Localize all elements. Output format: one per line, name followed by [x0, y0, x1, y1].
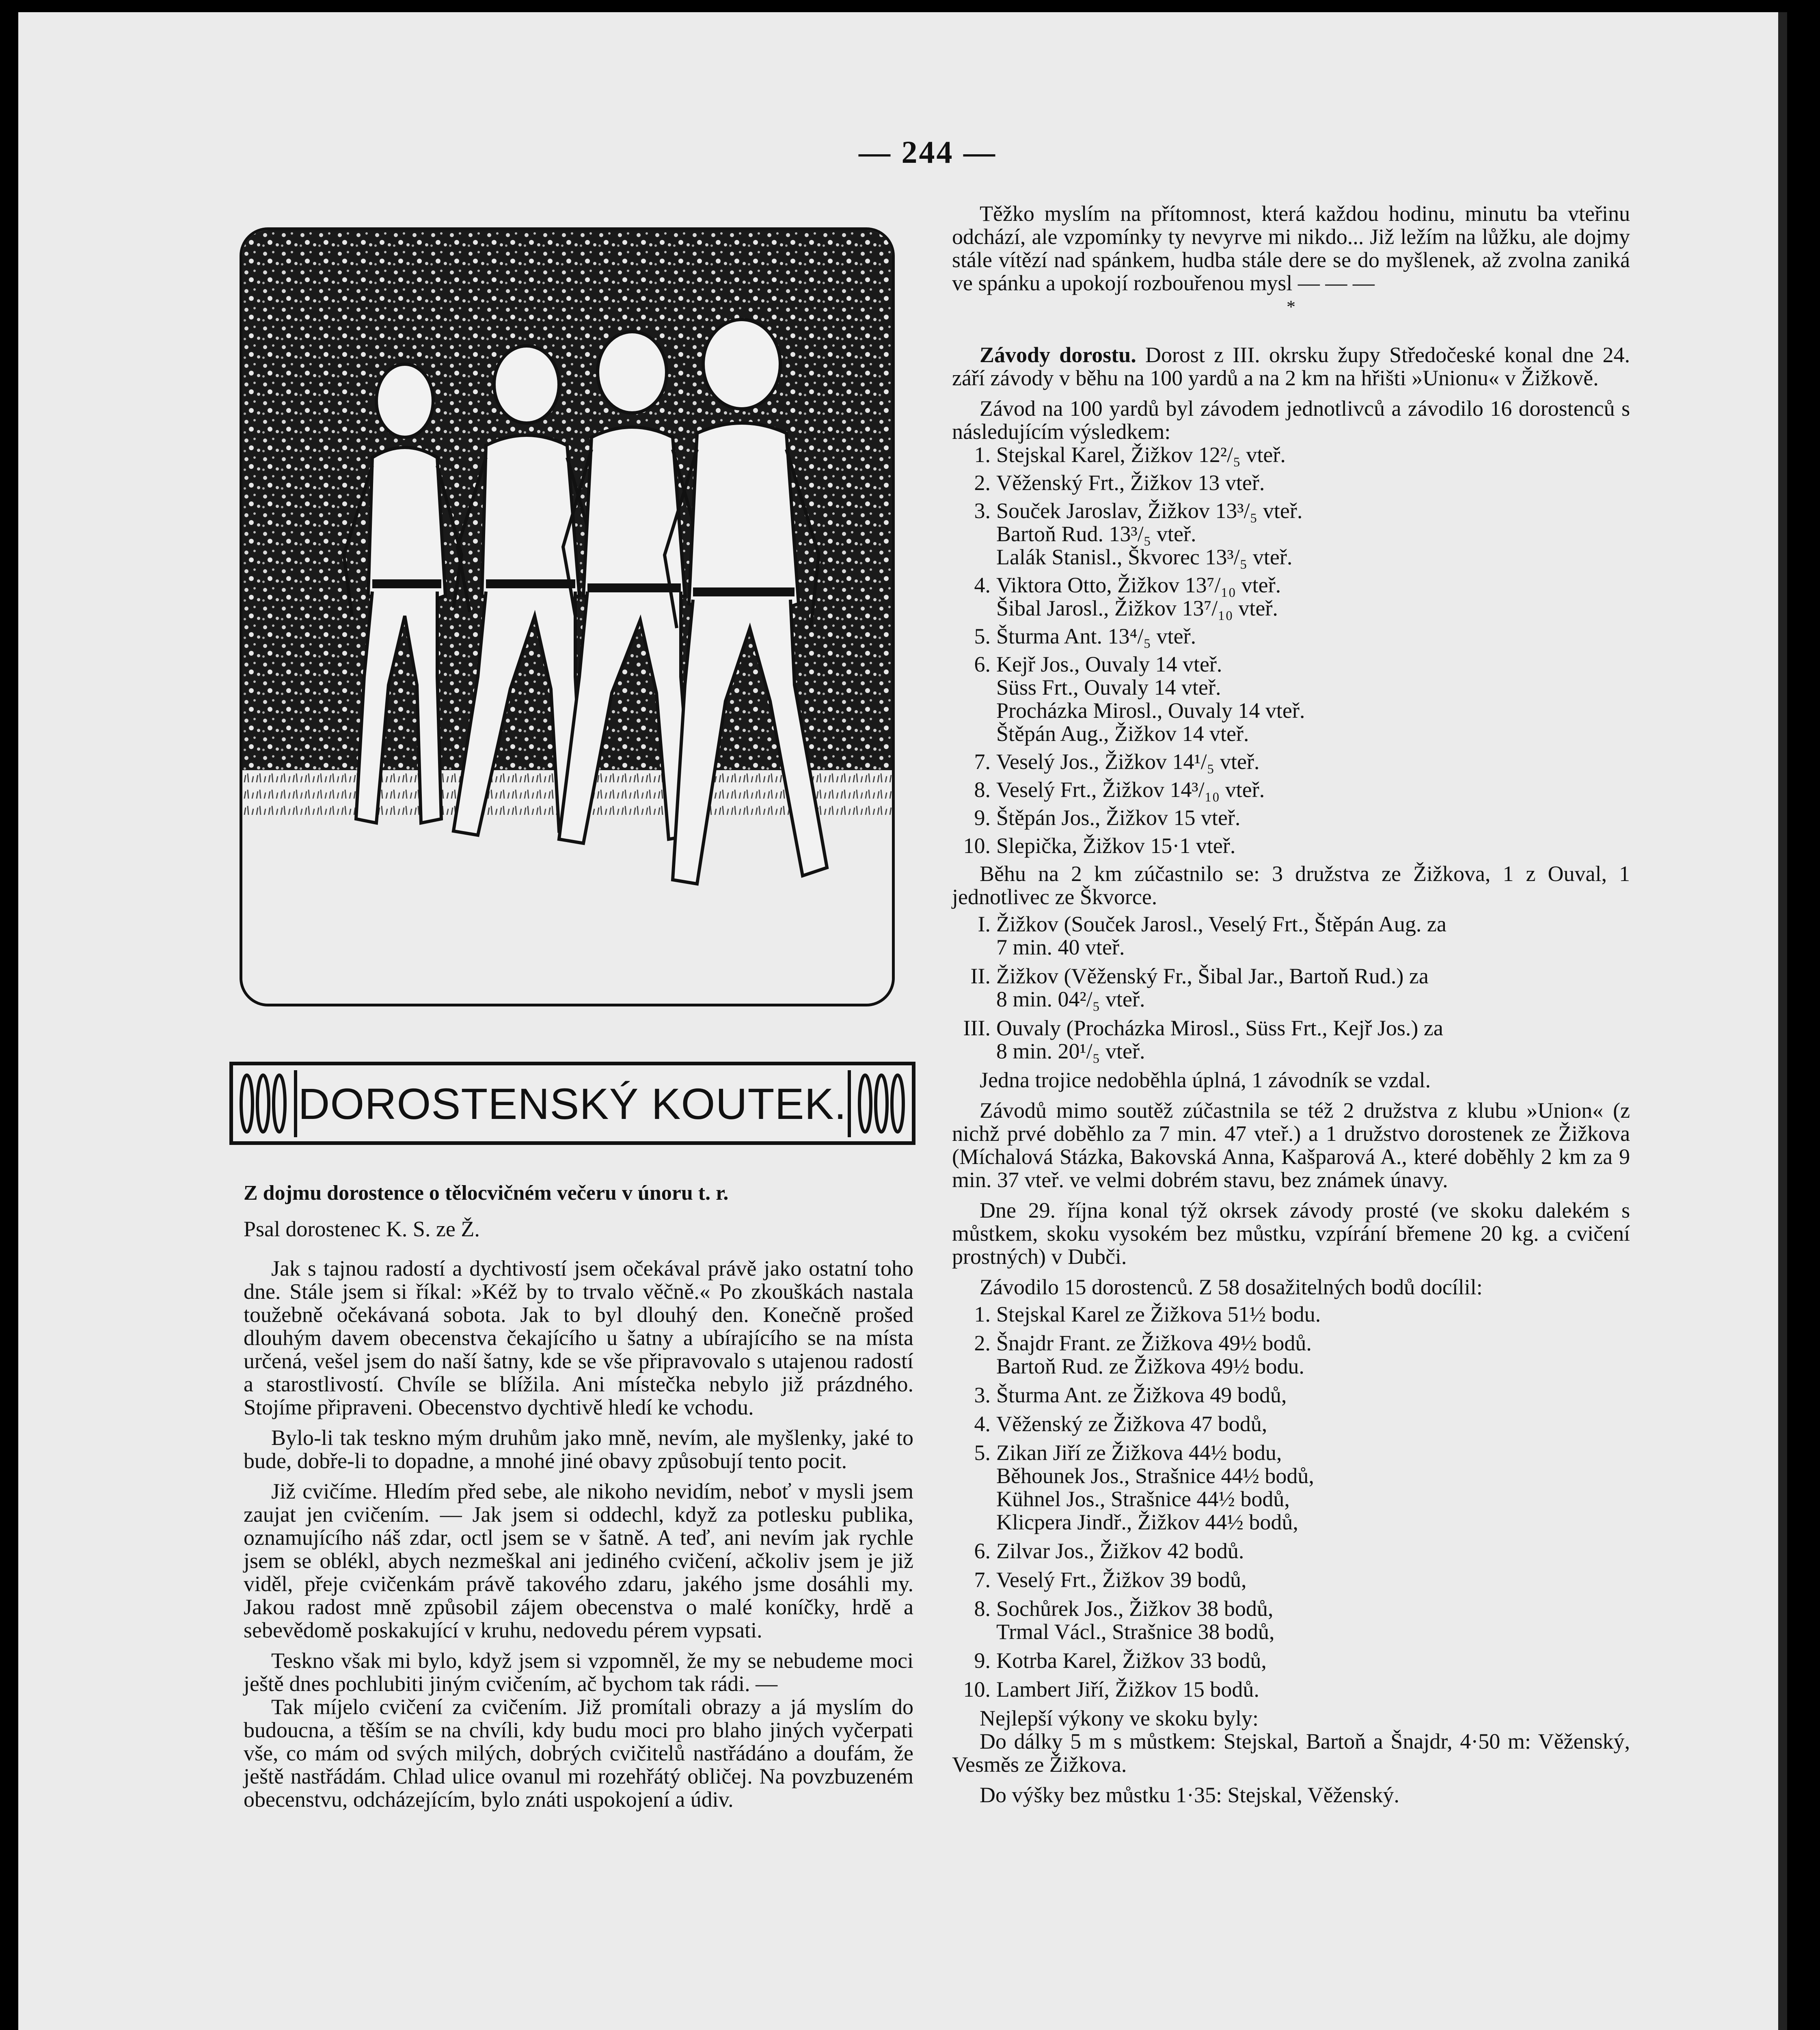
- result-line: Bartoň Rud. 13³/₅ vteř.: [996, 522, 1196, 546]
- result-line: Stejskal Karel, Žižkov 12²/₅ vteř.: [996, 443, 1286, 467]
- article-column: [244, 1181, 913, 1811]
- result-rank: III.: [963, 1016, 991, 1040]
- result-text: [996, 1678, 1630, 1701]
- result-rank: 2.: [974, 471, 991, 495]
- result-text: [996, 1568, 1630, 1592]
- result-text: [996, 1017, 1630, 1063]
- result-text: [996, 806, 1630, 829]
- result-item: [952, 806, 1630, 829]
- races-intro: [952, 343, 1630, 390]
- result-item: [952, 1412, 1630, 1436]
- result-line: Kejř Jos., Ouvaly 14 vteř.: [996, 652, 1222, 676]
- result-line: Süss Frt., Ouvaly 14 vteř.: [996, 675, 1221, 700]
- best-heading: Nejlepší výkony ve skoku byly:: [980, 1706, 1259, 1730]
- result-text: [996, 1649, 1630, 1672]
- result-line: Věženský ze Žižkova 47 bodů,: [996, 1412, 1267, 1436]
- ornament-left: [238, 1070, 289, 1137]
- sprint-intro: Závod na 100 yardů byl závodem jednotlivců a závodilo 16 dorostenců s následujícím výsledkem:: [952, 396, 1630, 444]
- result-line: Veselý Frt., Žižkov 14³/₁₀ vteř.: [996, 777, 1265, 802]
- best-high-jump: Do výšky bez můstku 1·35: Stejskal, Věženský.: [980, 1783, 1399, 1807]
- result-line: Šnajdr Frant. ze Žižkova 49½ bodů.: [996, 1331, 1312, 1355]
- races-heading: Závody dorostu.: [980, 343, 1136, 367]
- result-line: Sochůrek Jos., Žižkov 38 bodů,: [996, 1596, 1274, 1621]
- result-text: [996, 1303, 1630, 1326]
- result-rank: I.: [978, 912, 991, 936]
- result-line: Ouvaly (Procházka Mirosl., Süss Frt., Kejř Jos.) za: [996, 1016, 1443, 1040]
- separator-star: *: [1287, 297, 1295, 317]
- result-rank: 10.: [963, 1677, 991, 1702]
- article-paragraph-continued: Těžko myslím na přítomnost, která každou hodinu, minutu ba vteřinu odchází, ale vzpomínky ty nevyrve mi nikdo... Již ležím na lůžku, ale dojmy stále vítězí nad spánkem, hudba stále dere se do myšlenek, až zvolna zaniká ve spánku a upokojí rozbouřenou mysl — — —: [952, 201, 1630, 295]
- result-line: Veselý Frt., Žižkov 39 bodů,: [996, 1568, 1247, 1592]
- result-rank: 7.: [974, 749, 991, 774]
- result-text: [996, 471, 1630, 495]
- result-item: [952, 1384, 1630, 1407]
- result-item: [952, 1540, 1630, 1563]
- result-item: [952, 834, 1630, 857]
- result-item: [952, 625, 1630, 648]
- result-item: [952, 1597, 1630, 1643]
- result-text: [996, 574, 1630, 620]
- result-rank: 5.: [974, 624, 991, 648]
- result-item: [952, 471, 1630, 495]
- result-rank: 3.: [974, 499, 991, 523]
- result-rank: II.: [970, 964, 991, 988]
- result-line: Běhounek Jos., Strašnice 44½ bodů,: [996, 1464, 1314, 1488]
- october-results: [952, 1303, 1630, 1701]
- relay-note: Jedna trojice nedoběhla úplná, 1 závodník se vzdal.: [980, 1068, 1431, 1092]
- sprint-results: [952, 443, 1630, 857]
- result-item: [952, 1017, 1630, 1063]
- result-line: 8 min. 04²/₅ vteř.: [996, 987, 1145, 1011]
- result-item: [952, 750, 1630, 773]
- result-line: Šibal Jarosl., Žižkov 13⁷/₁₀ vteř.: [996, 596, 1278, 620]
- result-line: Lambert Jiří, Žižkov 15 bodů.: [996, 1677, 1259, 1702]
- result-rank: 10.: [963, 834, 991, 858]
- result-text: [996, 1384, 1630, 1407]
- result-item: [952, 1303, 1630, 1326]
- result-rank: 1.: [974, 1302, 991, 1326]
- article-subtitle: Z dojmu dorostence o tělocvičném večeru v únoru t. r.: [244, 1181, 729, 1205]
- result-item: [952, 965, 1630, 1011]
- result-item: [952, 443, 1630, 466]
- illustration-boys-walking: [240, 227, 895, 1006]
- result-line: Štěpán Jos., Žižkov 15 vteř.: [996, 806, 1241, 830]
- result-item: [952, 1649, 1630, 1672]
- result-text: [996, 653, 1630, 745]
- result-rank: 7.: [974, 1568, 991, 1592]
- article-paragraph: Tak míjelo cvičení za cvičením. Již promítali obrazy a já myslím do budoucna, a těším se na chvíli, kdy budu moci pro blaho jiných vyčerpati vše, co mám od svých milých, dobrých cvičitelů nastřádáno a doufám, že ještě nastřádám. Chlad ulice ovanul mi rozehřátý obličej. Na povzbuzeném obecenstvu, odcházejícím, bylo znáti uspokojení a údiv.: [244, 1695, 913, 1812]
- result-line: Kühnel Jos., Strašnice 44½ bodů,: [996, 1487, 1290, 1511]
- result-line: Procházka Mirosl., Ouvaly 14 vteř.: [996, 698, 1305, 723]
- relay-results: [952, 913, 1630, 1063]
- result-item: [952, 1332, 1630, 1378]
- october-subheading: Závodilo 15 dorostenců. Z 58 dosažitelných bodů docílil:: [980, 1275, 1483, 1299]
- result-text: [996, 1441, 1630, 1534]
- result-line: Šturma Ant. ze Žižkova 49 bodů,: [996, 1383, 1287, 1407]
- banner-title: DOROSTENSKÝ KOUTEK.: [294, 1070, 851, 1137]
- result-line: Zilvar Jos., Žižkov 42 bodů.: [996, 1539, 1244, 1563]
- result-line: Souček Jaroslav, Žižkov 13³/₅ vteř.: [996, 499, 1303, 523]
- races-intro-text: Dorost z III. okrsku župy Středočeské konal dne 24. září závody v běhu na 100 yardů a na 2 km na hřišti »Unionu« v Žižkově.: [952, 343, 1630, 390]
- results-column: [952, 202, 1630, 1807]
- result-item: [952, 499, 1630, 569]
- result-text: [996, 1332, 1630, 1378]
- result-rank: 1.: [974, 443, 991, 467]
- result-text: [996, 834, 1630, 857]
- october-intro: Dne 29. října konal týž okrsek závody prosté (ve skoku dalekém s můstkem, skoku vysokém bez můstku, vzpírání břemene 20 kg. a cvičení prostných) v Dubči.: [952, 1198, 1630, 1269]
- section-banner: [229, 1062, 915, 1145]
- result-text: [996, 913, 1630, 959]
- result-text: [996, 499, 1630, 569]
- result-line: Kotrba Karel, Žižkov 33 bodů,: [996, 1648, 1267, 1673]
- result-item: [952, 778, 1630, 801]
- result-item: [952, 653, 1630, 745]
- result-text: [996, 625, 1630, 648]
- result-item: [952, 574, 1630, 620]
- result-line: Žižkov (Souček Jarosl., Veselý Frt., Štěpán Aug. za: [996, 912, 1447, 936]
- result-rank: 4.: [974, 573, 991, 597]
- result-line: Zikan Jiří ze Žižkova 44½ bodu,: [996, 1440, 1282, 1465]
- article-paragraph: Již cvičíme. Hledím před sebe, ale nikoho nevidím, neboť v mysli jsem zaujat jen cvičením. — Jak jsem si oddechl, když za potlesku publika, oznamujícího náš zdar, octl jsem se v šatně. A teď, ani nevím jak rychle jsem se oblékl, abych nezmeškal ani jediného cvičení, ačkoliv jsem je již viděl, přeje cvičenkám právě takového zdaru, jakého jsme dosáhli my. Jakou radost mně způsobil zájem obecenstva o malé koníčky, hrdě a sebevědomě poskakující v kruhu, nedovedu pérem vypsati.: [244, 1479, 913, 1642]
- result-rank: 8.: [974, 777, 991, 802]
- article-author: Psal dorostenec K. S. ze Ž.: [244, 1217, 480, 1241]
- result-line: Žižkov (Věženský Fr., Šibal Jar., Bartoň Rud.) za: [996, 964, 1429, 988]
- result-text: [996, 778, 1630, 801]
- result-rank: 3.: [974, 1383, 991, 1407]
- page-number: — 244 —: [859, 134, 997, 170]
- result-item: [952, 1568, 1630, 1592]
- result-text: [996, 1597, 1630, 1643]
- result-line: Slepička, Žižkov 15·1 vteř.: [996, 834, 1236, 858]
- result-line: 8 min. 20¹/₅ vteř.: [996, 1039, 1145, 1063]
- article-paragraph: Teskno však mi bylo, když jsem si vzpomněl, že my se nebudeme moci ještě dnes pochlubiti jiným cvičením, ač bychom tak rádi. —: [244, 1648, 913, 1696]
- page: [18, 12, 1787, 2030]
- result-rank: 2.: [974, 1331, 991, 1355]
- result-line: Věženský Frt., Žižkov 13 vteř.: [996, 471, 1265, 495]
- result-rank: 8.: [974, 1596, 991, 1621]
- guest-note: Závodů mimo soutěž zúčastnila se též 2 družstva z klubu »Union« (z nichž prvé doběhlo za 7 min. 47 vteř.) a 1 družstvo dorostenek ze Žižkova (Míchalová Stázka, Bakovská Anna, Kašparová A., které doběhly 2 km za 9 min. 37 vteř. ve velmi dobrém stavu, bez známek únavy.: [952, 1098, 1630, 1192]
- result-line: Štěpán Aug., Žižkov 14 vteř.: [996, 721, 1249, 746]
- result-text: [996, 750, 1630, 773]
- article-paragraph: Jak s tajnou radostí a dychtivostí jsem očekával právě jako ostatní toho dne. Stále jsem si říkal: »Kéž by to trvalo věčně.« Po zkouškách nastala toužebně očekávaná sobota. Jak to byl dlouhý den. Konečně prošed dlouhým davem obecenstva čekajícího u šatny a ubírajícího se na místa určená, vešel jsem do naší šatny, kde se vše připravovalo s utajenou radostí a starostlivostí. Chvíle se blížila. Ani místečka nebylo již prázdného. Stojíme připraveni. Obecenstvo dychtivě hledí ke vchodu.: [244, 1256, 913, 1419]
- result-item: [952, 1441, 1630, 1534]
- result-line: Šturma Ant. 13⁴/₅ vteř.: [996, 624, 1196, 648]
- result-text: [996, 1412, 1630, 1436]
- best-long-jump: Do dálky 5 m s můstkem: Stejskal, Bartoň a Šnajdr, 4·50 m: Věženský, Vesměs ze Žižkova.: [952, 1729, 1630, 1777]
- result-line: 7 min. 40 vteř.: [996, 935, 1125, 959]
- result-rank: 9.: [974, 1648, 991, 1673]
- relay-intro: Běhu na 2 km zúčastnilo se: 3 družstva ze Žižkova, 1 z Ouval, 1 jednotlivec ze Škvorce.: [952, 862, 1630, 909]
- result-line: Klicpera Jindř., Žižkov 44½ bodů,: [996, 1510, 1298, 1534]
- result-line: Lalák Stanisl., Škvorec 13³/₅ vteř.: [996, 545, 1293, 569]
- result-text: [996, 965, 1630, 1011]
- result-rank: 6.: [974, 652, 991, 676]
- result-rank: 4.: [974, 1412, 991, 1436]
- ornament-right: [856, 1070, 907, 1137]
- result-line: Veselý Jos., Žižkov 14¹/₅ vteř.: [996, 749, 1260, 774]
- result-rank: 9.: [974, 806, 991, 830]
- result-text: [996, 443, 1630, 466]
- result-rank: 6.: [974, 1539, 991, 1563]
- result-line: Viktora Otto, Žižkov 13⁷/₁₀ vteř.: [996, 573, 1281, 597]
- result-rank: 5.: [974, 1440, 991, 1465]
- result-line: Bartoň Rud. ze Žižkova 49½ bodu.: [996, 1354, 1304, 1378]
- result-text: [996, 1540, 1630, 1563]
- result-item: [952, 1678, 1630, 1701]
- result-line: Stejskal Karel ze Žižkova 51½ bodu.: [996, 1302, 1321, 1326]
- article-paragraph: Bylo-li tak teskno mým druhům jako mně, nevím, ale myšlenky, jaké to bude, dobře-li to dopadne, a mnohé jiné obavy způsobují tento pocit.: [244, 1425, 913, 1473]
- result-item: [952, 913, 1630, 959]
- result-line: Trmal Václ., Strašnice 38 bodů,: [996, 1620, 1275, 1644]
